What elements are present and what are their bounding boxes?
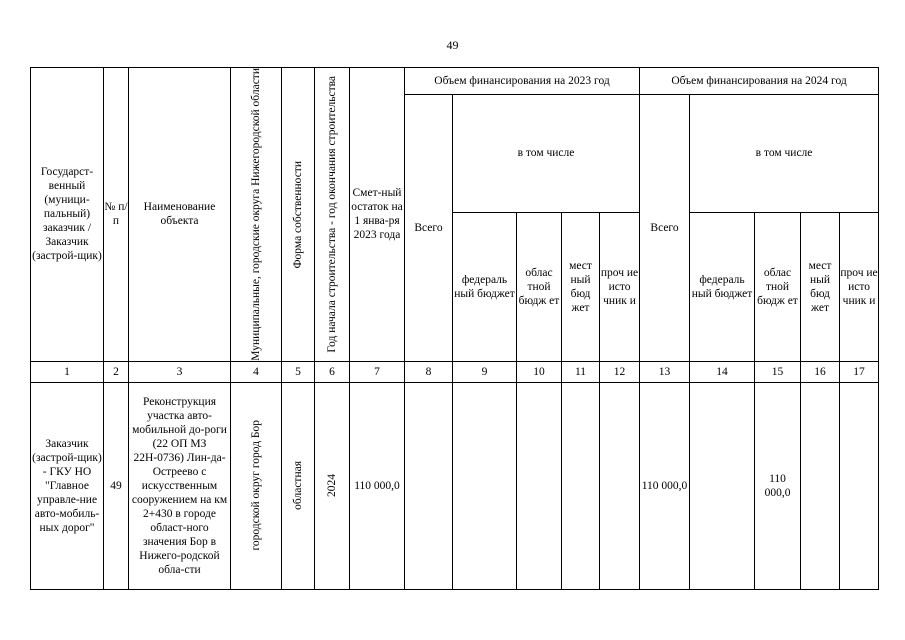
header-local-2024: мест ный бюд жет (801, 212, 840, 361)
header-total-2023: Всего (405, 95, 453, 362)
row-federal-2024 (690, 382, 755, 589)
row-total-2023 (405, 382, 453, 589)
header-ownership: Форма собственности (291, 160, 304, 269)
header-federal-2023: федераль ный бюджет (453, 212, 517, 361)
table-row (31, 382, 879, 589)
row-regional-2023 (517, 382, 562, 589)
header-years: Год начала строительства - год окончания строительства (325, 76, 338, 353)
column-number: 7 (350, 361, 405, 382)
row-other-2023 (600, 382, 640, 589)
column-number: 16 (801, 361, 840, 382)
header-including-2024: в том числе (690, 95, 879, 213)
header-regional-2023: облас тной бюдж ет (517, 212, 562, 361)
header-other-2024: проч ие исто чник и (840, 212, 879, 361)
column-number: 2 (104, 361, 129, 382)
header-customer: Государст-венный (муници-пальный) заказчик / Заказчик (застрой-щик) (31, 68, 104, 362)
row-object-name: Реконструкция участка авто-мобильной до-роги (22 ОП МЗ 22Н-0736) Лин-да-Остреево с искусственным сооружением на км 2+430 в городе област-ного значения Бор в Нижего-родской обла-сти (129, 382, 231, 589)
header-fin-2023: Объем финансирования на 2023 год (405, 68, 640, 95)
column-number: 9 (453, 361, 517, 382)
header-num: № п/п (104, 68, 129, 362)
row-local-2024 (801, 382, 840, 589)
column-number: 4 (231, 361, 282, 382)
column-number: 1 (31, 361, 104, 382)
header-total-2024: Всего (640, 95, 690, 362)
header-estimate: Смет-ный остаток на 1 янва-ря 2023 года (350, 68, 405, 362)
financing-table (30, 67, 879, 590)
row-num: 49 (104, 382, 129, 589)
header-ownership-cell (282, 68, 315, 362)
column-number: 13 (640, 361, 690, 382)
page-number: 49 (446, 38, 459, 52)
row-municipality-cell (231, 382, 282, 589)
column-number: 15 (755, 361, 801, 382)
header-federal-2024: федераль ный бюджет (690, 212, 755, 361)
header-local-2023: мест ный бюд жет (562, 212, 600, 361)
header-years-cell (315, 68, 350, 362)
row-years: 2024 (325, 474, 338, 498)
column-number: 10 (517, 361, 562, 382)
column-number: 17 (840, 361, 879, 382)
header-object-name: Наименование объекта (129, 68, 231, 362)
row-estimate: 110 000,0 (350, 382, 405, 589)
header-other-2023: проч ие исто чник и (600, 212, 640, 361)
row-other-2024 (840, 382, 879, 589)
header-including-2023: в том числе (453, 95, 640, 213)
column-number: 6 (315, 361, 350, 382)
column-numbers-row (31, 361, 879, 382)
column-number: 12 (600, 361, 640, 382)
header-municipality: Муниципальные, городские округа Нижегородской области (249, 68, 262, 361)
header-municipality-cell (231, 68, 282, 362)
row-ownership: областная (291, 461, 304, 511)
column-number: 8 (405, 361, 453, 382)
header-regional-2024: облас тной бюдж ет (755, 212, 801, 361)
column-number: 3 (129, 361, 231, 382)
header-fin-2024: Объем финансирования на 2024 год (640, 68, 879, 95)
column-number: 5 (282, 361, 315, 382)
row-years-cell (315, 382, 350, 589)
row-ownership-cell (282, 382, 315, 589)
row-municipality: городской округ город Бор (249, 420, 262, 551)
row-regional-2024: 110 000,0 (755, 382, 801, 589)
column-number: 11 (562, 361, 600, 382)
row-customer: Заказчик (застрой-щик) - ГКУ НО "Главное управле-ние авто-мобиль-ных дорог" (31, 382, 104, 589)
row-total-2024: 110 000,0 (640, 382, 690, 589)
column-number: 14 (690, 361, 755, 382)
row-local-2023 (562, 382, 600, 589)
row-federal-2023 (453, 382, 517, 589)
